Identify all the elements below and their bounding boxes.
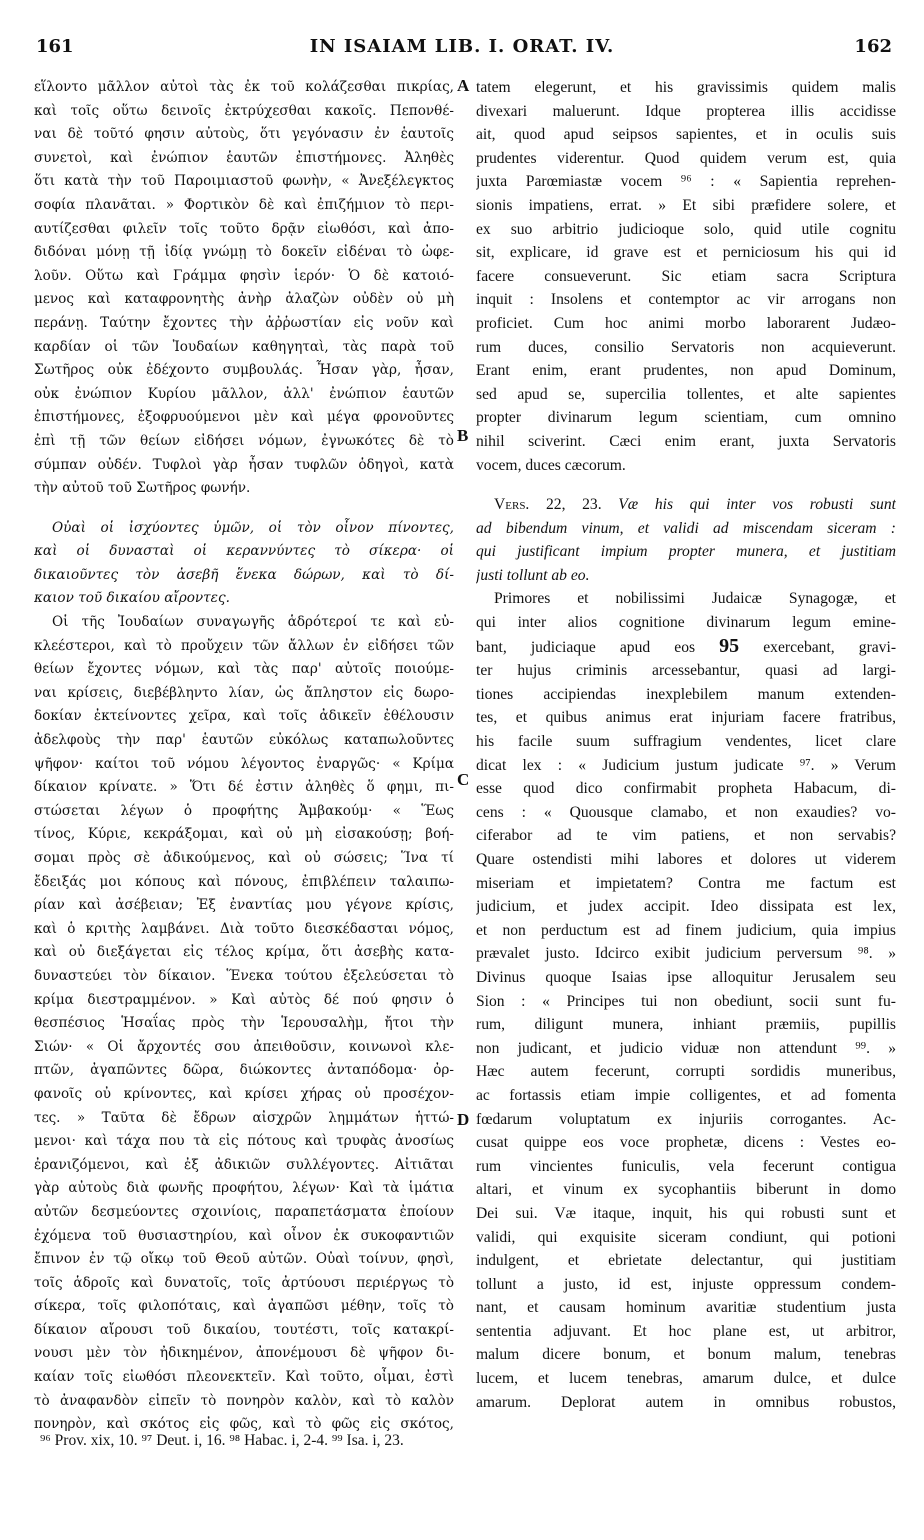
text-line: δυναστεύει τὸν δίκαιον. Ἕνεκα τούτου ἐξελεύσεται τὸ — [34, 967, 454, 984]
text-line: dicat lex : « Judicium justum judicate ⁹⁷. » Verum — [476, 756, 896, 774]
text-line: qui inter alios cognitione divinarum legum emine- — [476, 614, 896, 632]
running-title: IN ISAIAM LIB. I. ORAT. IV. — [309, 36, 615, 57]
text-line: vocem, duces cæcorum. — [476, 456, 626, 474]
page-header — [0, 0, 924, 70]
text-line: ait, quod apud seipsos sapientes, et in oculis suis — [476, 126, 896, 144]
text-line: amarum. Deplorat autem in omnibus robustos, — [476, 1393, 896, 1411]
text-line: δίκαιον αἴρουσι τοῦ δικαίου, τουτέστι, τοῖς κατακρί- — [34, 1321, 454, 1338]
text-line: καιον τοῦ δικαίου αἴροντες. — [34, 590, 230, 607]
text-line: ἐρανιζόμενοι, καὶ ἐξ ἀδικιῶν συλλέγοντες. Αἰτιᾶται — [34, 1156, 454, 1173]
text-line: sit, explicare, id grave est et perniciosum his qui id — [476, 244, 896, 262]
paragraph-gap — [34, 501, 454, 517]
text-line: περάνῃ. Ταύτην ἔχοντες τὴν ἀῤῥωστίαν εἰς νοῦν καὶ — [34, 314, 454, 331]
text-line: δίκαιον κρίνατε. » Ὅτι δέ ἐστιν ἀληθὲς ὅ φημι, πι- — [34, 779, 454, 796]
text-line: λοῦν. Οὕτω καὶ Γράμμα φησὶν ἱερόν· Ὁ δὲ κατοιό- — [34, 267, 454, 284]
text-line: propter divinarum legum scientiam, cum omnino — [476, 409, 896, 427]
text-line: lucem, et lucem tenebras, amarum dulce, et dulce — [476, 1370, 896, 1388]
verse-line-first — [476, 493, 896, 517]
text-line: non judicant, et judicio viduæ non attendunt ⁹⁹. » — [476, 1039, 896, 1057]
text-line: γὰρ αὐτοὺς διὰ φωνῆς προφήτου, λέγων· Καὶ τὰ ἱμάτια — [34, 1180, 454, 1197]
greek-column — [34, 76, 454, 1437]
text-line: συνετοὶ, καὶ ἐνώπιον ἑαυτῶν ἐπιστήμονες. Ἀληθὲς — [34, 149, 454, 166]
text-line: divexari maluerunt. Idque propterea illis accidisse — [476, 102, 896, 120]
text-line: sententia adjuvant. Et hoc plane est, ut arbitror, — [476, 1322, 896, 1340]
text-line: nant, et causam hominum avaritiæ studentium justa — [476, 1299, 896, 1317]
text-line: καρδίαν οἱ τῶν Ἰουδαίων καθηγηταὶ, τὰς παρὰ τοῦ — [34, 338, 454, 355]
text-line: φανοῖς οὐ κρίνοντες, καὶ κρίσει χήρας οὐ προσέχον- — [34, 1085, 454, 1102]
text-line: τὸ ἀναφανδὸν εἰπεῖν τὸ πονηρὸν καλὸν, καὶ τὸ καλὸν — [34, 1392, 454, 1409]
latin-column — [476, 76, 896, 1414]
text-line: δικαιοῦντες τὸν ἀσεβῆ ἕνεκα δώρων, καὶ τὸ δί- — [34, 566, 454, 583]
text-line: Divinus quoque Isaias ipse alloquitur Jerusalem seu — [476, 968, 896, 986]
text-line: στώσεται λέγων ὁ προφήτης Ἀμβακούμ· « Ἕως — [34, 802, 454, 819]
text-line: ciferabor ad te vim patiens, et non servabis? — [476, 827, 896, 845]
text-line: Sion : « Principes tui non obediunt, socii sunt fu- — [476, 992, 896, 1010]
text-line: Primores et nobilissimi Judaicæ Synagogæ, et — [494, 590, 896, 608]
text-line: καὶ τοῖς οὕτω δεινοῖς ἐκτρύχεσθαι κακοῖς. Πεπονθέ- — [34, 102, 454, 119]
text-line: σοφία πλανᾶται. » Φορτικὸν δὲ καὶ ἐπιζήμιον τὸ περι- — [34, 196, 454, 213]
text-line: κρίμα διεστραμμένον. » Καὶ αὐτὸς δέ πού φησιν ὁ — [34, 991, 454, 1008]
text-line: κλεέστεροι, καὶ τὸ προὔχειν τῶν ἄλλων ἐν εἰδήσει τῶν — [34, 637, 454, 654]
text-line: καὶ οὐ διεξάγεται εἰς τέλος κρίμα, ὅτι ἀσεβὴς κατα- — [34, 944, 454, 961]
text-line: inquit : Insolens et contemptor ac vir arrogans non — [476, 291, 896, 309]
text-line: Οὐαὶ οἱ ἰσχύοντες ὑμῶν, οἱ τὸν οἶνον πίνοντες, — [52, 519, 454, 536]
text-line: ρίαν καὶ ἀσέβειαν; Ἐξ ἐναντίας μου γέγονε κρίσις, — [34, 897, 454, 914]
text-line: rum duces, consilio Servatoris non acquieverunt. — [476, 338, 896, 356]
text-line: ἐπὶ τῇ τῶν θείων εἰδήσει νόμων, ἐγνωκότες δὲ τὸ — [34, 432, 454, 449]
text-line: ter hujus criminis arcessebantur, quasi ad largi- — [476, 662, 896, 680]
text-line: καὶ ὁ κριτὴς λαμβάνει. Διὰ τοῦτο διεσκέδασται νόμος, — [34, 920, 454, 937]
text-line: tollunt a justo, id est, injuste oppressum condem- — [476, 1275, 896, 1293]
text-line: οὐκ ἐνώπιον Κυρίου μᾶλλον, ἀλλ' ἐνώπιον ἑαυτῶν — [34, 385, 454, 402]
text-line: indulgent, et ebrietate delectantur, qui justitiam — [476, 1252, 896, 1270]
text-line: τες. » Ταῦτα δὲ ἔδρων αἰσχρῶν λημμάτων ἡττώ- — [34, 1109, 454, 1126]
text-line: ἔδειξάς μοι κόπους καὶ πόνους, ἐπιβλέπειν ταλαιπω- — [34, 873, 454, 890]
text-line: ὅτι κατὰ τὴν τοῦ Παροιμιαστοῦ φωνὴν, « Ἀνεξέλεγκτος — [34, 173, 454, 190]
text-line: sionis impatiens, errat. » Et sibi præfidere solere, et — [476, 196, 896, 214]
text-line: cens : « Quousque clamabo, et non exaudies? vo- — [476, 803, 896, 821]
text-line: juxta Parœmiastæ vocem ⁹⁶ : « Sapientia reprehen- — [476, 173, 896, 191]
text-line: μενος καὶ καταφρονητὴς ἀνὴρ ἀλαζὼν οὐδὲν οὐ μὴ — [34, 291, 454, 308]
text-line: ac fortassis etiam impie colligentes, et ad fomenta — [476, 1086, 896, 1104]
text-line: τοῖς ἁδροῖς καὶ δυνατοῖς, τοῖς ἀρτύουσι περιέργως τὸ — [34, 1274, 454, 1291]
text-line: πτῶν, ἀγαπῶντες δῶρα, διώκοντες ἀνταπόδομα· ὀρ- — [34, 1062, 454, 1079]
text-line: ἔπινον ἐν τῷ οἴκῳ τοῦ Θεοῦ αὐτῶν. Οὐαὶ τοίνυν, φησὶ, — [34, 1251, 454, 1268]
text-line: ναι δὲ τοῦτό φησιν αὐτοὺς, ὅτι γεγόνασιν ἐν ἑαυτοῖς — [34, 126, 454, 143]
text-line: ἐπιστήμονες, ἐξοφρυούμενοι μὲν καὶ μέγα φρονοῦντες — [34, 409, 454, 426]
text-line: cusat quippe eos voce prophetæ, dicens : Vestes eo- — [476, 1134, 896, 1152]
text-line: Hæc autem fecerunt, corrupti sordidis muneribus, — [476, 1063, 896, 1081]
text-line: prævalet justo. Idcirco exibit judicium perversum ⁹⁸. » — [476, 945, 896, 963]
text-line: ad bibendum vinum, et validi ad miscendam siceram : — [476, 519, 896, 537]
text-line: bant, judiciaque apud eos 95 exercebant, gravi- — [476, 634, 896, 657]
text-line: sed apud se, supercilia tollentes, et alte sapientes — [476, 385, 896, 403]
text-line: his facile suum suffragium vendentes, licet clare — [476, 733, 896, 751]
text-line: justi tollunt ab eo. — [476, 566, 590, 584]
text-line: Σωτῆρος οὐκ ἐδέχοντο συμβουλάς. Ἦσαν γὰρ, ἦσαν, — [34, 362, 454, 379]
text-line: αὐτῶν δεσμεύοντες σχοινίοις, παραπετάσματα ἐποίουν — [34, 1203, 454, 1220]
verse-text: Væ his qui inter vos robusti sunt — [618, 496, 896, 514]
greek-page-reference: 95 — [719, 634, 740, 657]
text-line: miseriam et impietatem? Contra me factum est — [476, 874, 896, 892]
text-line: πονηρὸν, καὶ σκότος εἰς φῶς, καὶ τὸ φῶς εἰς σκότος, — [34, 1416, 454, 1433]
text-line: μενοι· καὶ τάχα που τὰ εἰς πότους καὶ τρυφὰς ἀνοσίως — [34, 1133, 454, 1150]
text-line: Quare ostendisti mihi labores et dolores ut viderem — [476, 851, 896, 868]
text-line: nihil sciverint. Cæci enim erant, juxta Servatoris — [476, 432, 896, 450]
text-line: altari, et vinum ex sycophantiis biberunt in domo — [476, 1181, 896, 1199]
text-line: ναι κρίσεις, διεβέβληντο λίαν, ὡς ἄπληστον εἰς δωρο- — [34, 684, 454, 701]
text-line: rum vincientes funiculis, vela fecerunt contigua — [476, 1157, 896, 1175]
text-line: σύμπαν οὐδέν. Τυφλοὶ γὰρ ἦσαν τυφλῶν ὁδηγοὶ, κατὰ — [34, 456, 454, 473]
text-line: θεσπέσιος Ἡσαΐας πρὸς τὴν Ἱερουσαλὴμ, ἤτοι τὴν — [34, 1015, 454, 1032]
margin-marker-d: D — [457, 1110, 470, 1129]
paragraph-gap — [476, 477, 896, 493]
text-line: prudentes viderentur. Quod quidem verum est, quia — [476, 149, 896, 167]
text-line: καίαν τοῖς εἰωθόσι πλεονεκτεῖν. Καὶ τοῦτο, οἶμαι, ἐστὶ — [34, 1369, 454, 1386]
text-line: esse quod dico confirmabit propheta Habacum, di- — [476, 780, 896, 798]
text-line: σίκερα, τοῖς φιλοπόταις, καὶ ἀγαπῶσι μέθην, τοῖς τὸ — [34, 1298, 454, 1315]
text-line: Erant enim, erant prudentes, non apud Dominum, — [476, 362, 896, 380]
text-line: καὶ οἱ δυνασταὶ οἱ κεραννύντες τὸ σίκερα· οἱ — [34, 543, 454, 560]
text-line: tatem elegerunt, et his gravissimis quidem malis — [476, 79, 896, 96]
text-line: tiones accipiendas inexplebilem manum extenden- — [476, 685, 896, 703]
text-line: ἀδελφοὺς τὴν παρ' ἑαυτῶν εὐκόλως καταπωλοῦντες — [34, 732, 454, 749]
text-line: tes, et quibus animus erat injuriam facere fratribus, — [476, 709, 896, 727]
text-line: fœdarum voluptatum ex injuriis corrogantes. Ac- — [476, 1110, 896, 1128]
text-line: διδόναι μόνῃ τῇ ἰδίᾳ γνώμῃ τὸ δοκεῖν εἰδέναι τὸ ὠφε- — [34, 244, 454, 261]
text-line: malum dicere bonum, et bonum malum, tenebras — [476, 1346, 896, 1364]
text-line: rum, diligunt munera, inhiant præmiis, pupillis — [476, 1016, 896, 1034]
text-line: αυτίζεσθαι φιλεῖν τοῖς τοῦτο δρᾷν εἰωθόσι, καὶ ἀπο- — [34, 220, 454, 237]
text-line: σομαι πρὸς σὲ ἀδικούμενος, καὶ οὐ σώσεις; Ἵνα τί — [34, 850, 454, 866]
text-line: νουσι μὲν τὸν ἠδικημένον, ἀπονέμουσι δὲ ψῆφον δι- — [34, 1345, 454, 1362]
margin-marker-a: A — [457, 76, 470, 95]
footnotes: ⁹⁶ Prov. xix, 10. ⁹⁷ Deut. i, 16. ⁹⁸ Habac. i, 2-4. ⁹⁹ Isa. i, 23. — [40, 1432, 404, 1449]
text-line: proficiet. Cum hoc animi morbo laborarent Judæo- — [476, 314, 896, 332]
text-line: δοκίαν ἐκτείνοντες χεῖρα, καὶ τοῖς ἀδικεῖν ἐθέλουσιν — [34, 708, 454, 725]
text-line: et non perductum est ad finem judicium, quia impius — [476, 921, 896, 939]
text-line: εἵλοντο μᾶλλον αὐτοὶ τὰς ἐκ τοῦ κολάζεσθαι πικρίας, — [34, 79, 454, 95]
text-line: judicium, et judex accipit. Ideo dissipata est lex, — [476, 898, 896, 916]
margin-marker-b: B — [457, 426, 469, 445]
margin-marker-c: C — [457, 770, 470, 789]
text-line: Dei sui. Væ itaque, inquit, his qui robusti sunt et — [476, 1204, 896, 1222]
text-line: Οἱ τῆς Ἰουδαίων συναγωγῆς ἁδρότεροί τε καὶ εὐ- — [52, 614, 454, 631]
text-line: τίνος, Κύριε, κεκράξομαι, καὶ οὐ μὴ εἰσακούσῃ; βοή- — [34, 826, 454, 843]
verse-label: Vers. 22, 23. — [494, 496, 602, 514]
page-number-left: 161 — [36, 36, 74, 57]
text-line: facere consueverunt. Sic etiam sacra Scriptura — [476, 267, 896, 285]
text-line: Σιών· « Οἱ ἄρχοντές σου ἀπειθοῦσιν, κοινωνοὶ κλε- — [34, 1038, 454, 1055]
text-line: ex suo arbitrio judicioque solo, quid utile cognitu — [476, 220, 896, 238]
text-line: τὴν αὐτοῦ τοῦ Σωτῆρος φωνήν. — [34, 480, 251, 497]
text-line: ψῆφον· καίτοι τοῦ νόμου λέγοντος ἐναργῶς· « Κρίμα — [34, 755, 454, 772]
text-line: ἐχόμενα τοῦ θυσιαστηρίου, καὶ οἶνον ἐκ συκοφαντιῶν — [34, 1227, 454, 1244]
text-line: validi, qui exquisite siceram condiunt, qui potioni — [476, 1228, 896, 1246]
text-line: qui justificant impium propter munera, et justitiam — [476, 543, 896, 561]
text-line: θείων ἔχοντες νόμων, καὶ τὰς παρ' αὐτοῖς ποιούμε- — [34, 661, 454, 678]
page-number-right: 162 — [854, 36, 892, 57]
